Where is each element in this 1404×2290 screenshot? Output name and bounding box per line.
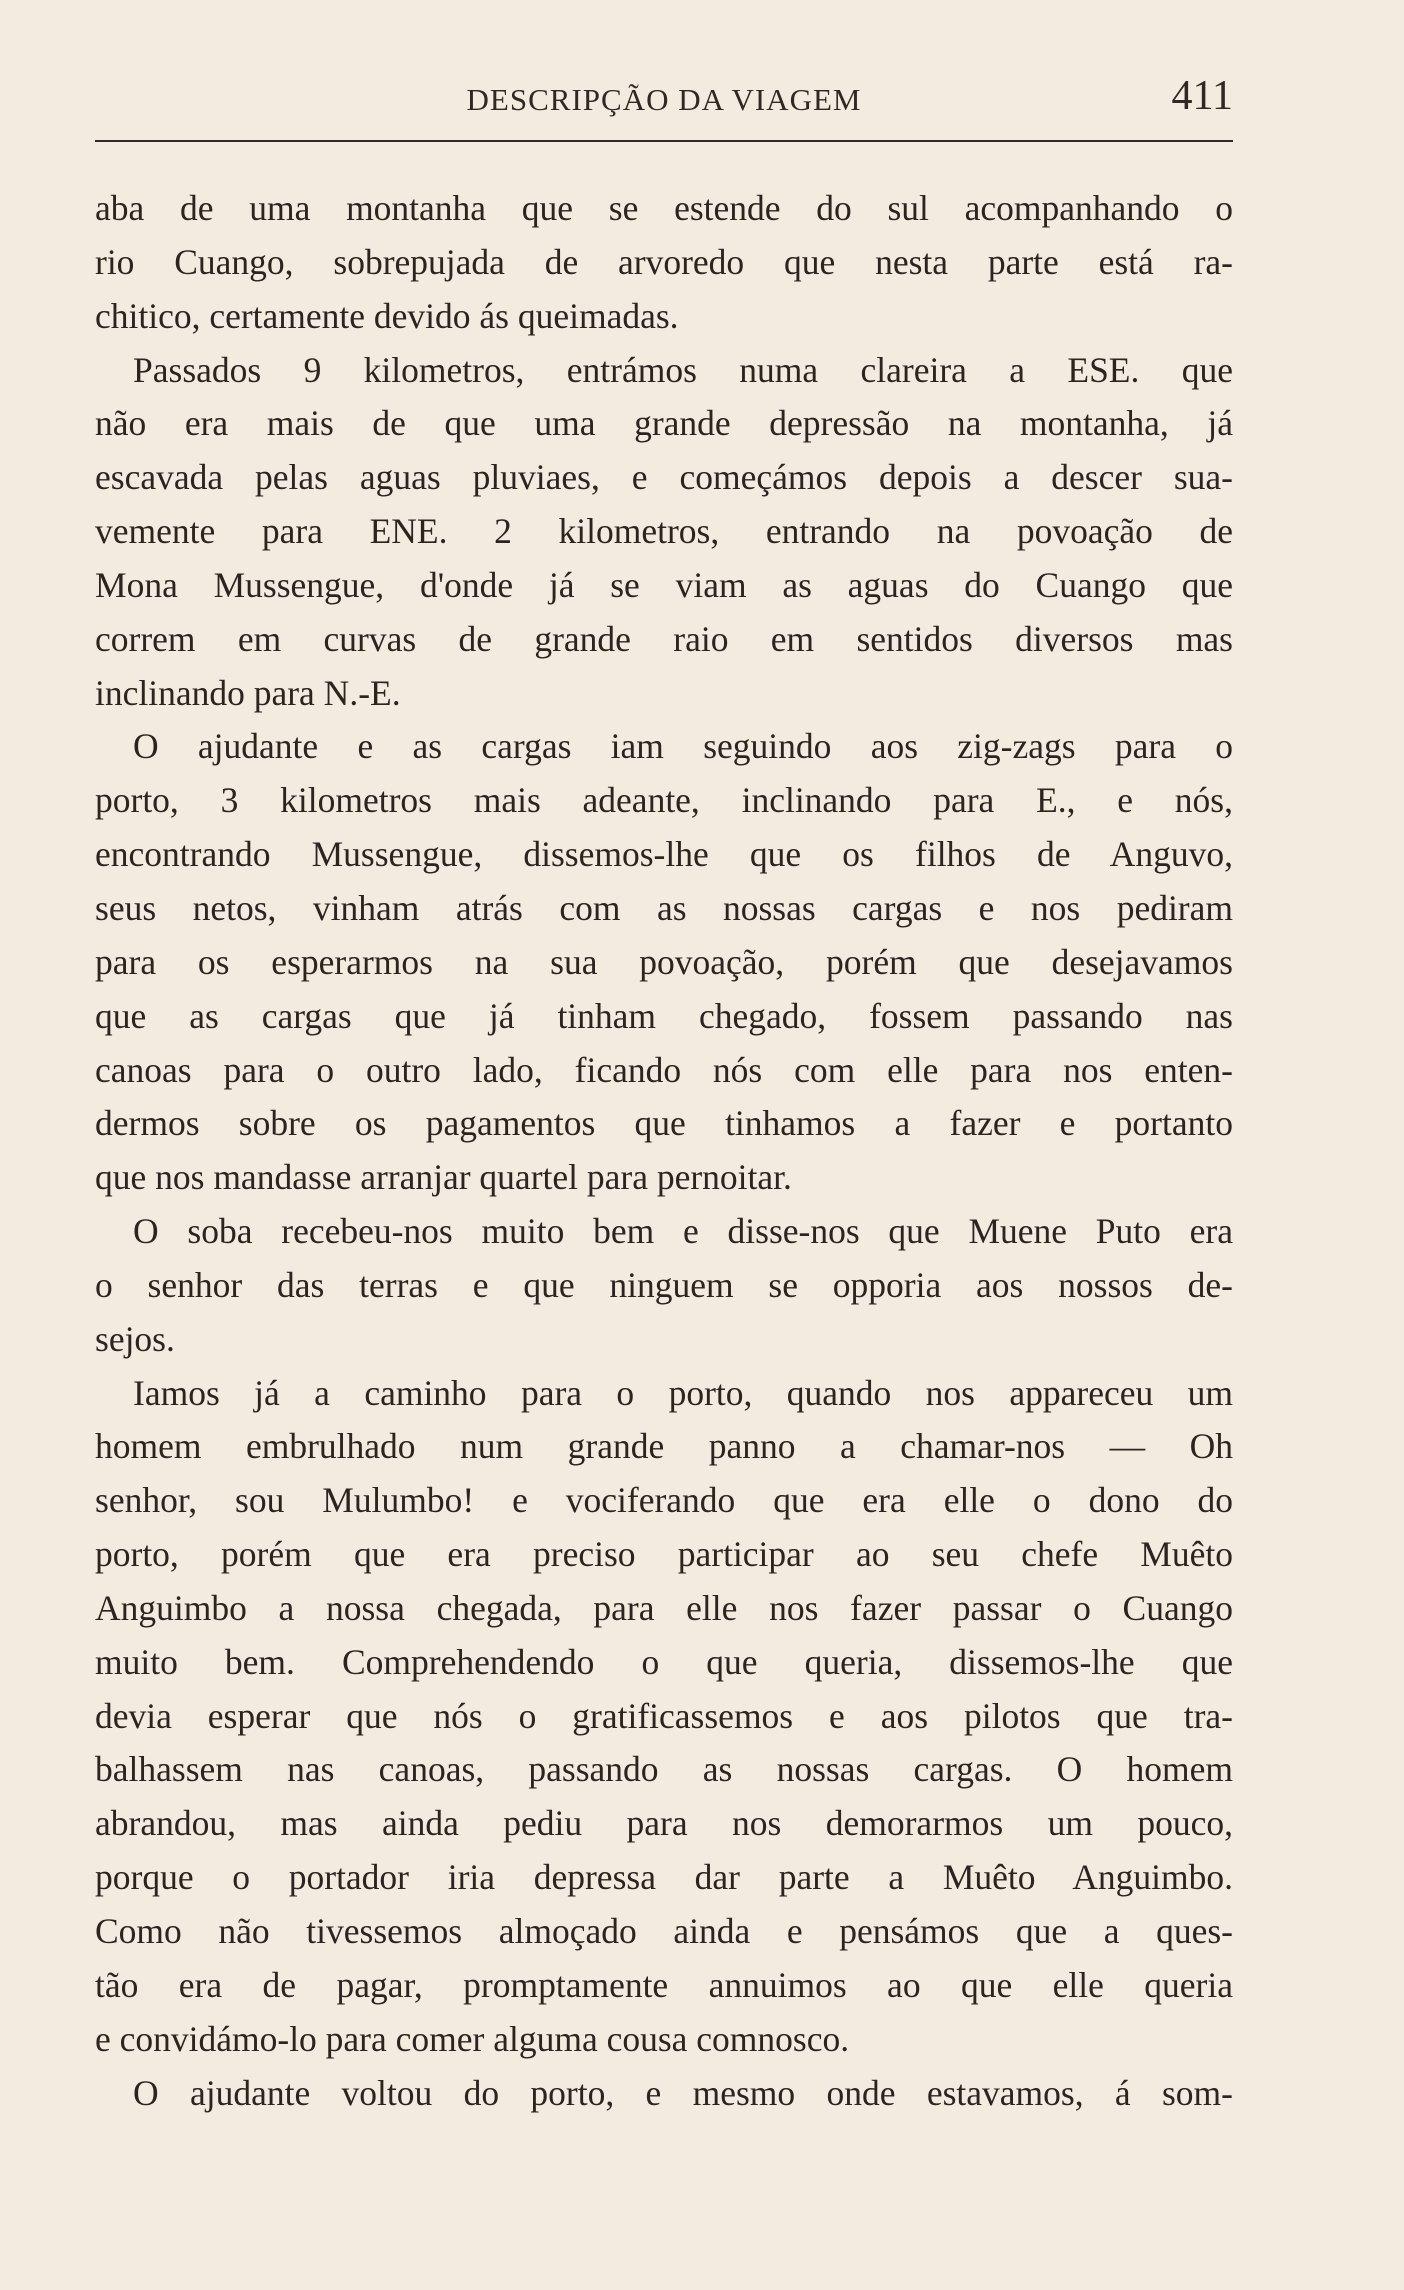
text-line: que nos mandasse arranjar quartel para pernoitar. <box>95 1157 792 1198</box>
page-number: 411 <box>1171 73 1233 119</box>
text-line: O soba recebeu-nos muito bem e disse-nos que Muene Puto era <box>133 1211 1233 1252</box>
text-line: encontrando Mussengue, dissemos-lhe que os filhos de Anguvo, <box>95 834 1233 875</box>
text-line: e convidámo-lo para comer alguma cousa comnosco. <box>95 2018 850 2059</box>
text-line: muito bem. Comprehendendo o que queria, dissemos-lhe que <box>95 1641 1233 1682</box>
text-line: não era mais de que uma grande depressão na montanha, já <box>95 403 1233 444</box>
text-line: Anguimbo a nossa chegada, para elle nos fazer passar o Cuango <box>95 1587 1233 1628</box>
text-line: o senhor das terras e que ninguem se opporia aos nossos de- <box>95 1264 1233 1305</box>
text-line: tão era de pagar, promptamente annuimos ao que elle queria <box>95 1964 1233 2005</box>
text-line: homem embrulhado num grande panno a chamar-nos — Oh <box>95 1426 1233 1467</box>
text-line: escavada pelas aguas pluviaes, e começámos depois a descer sua- <box>95 457 1233 498</box>
page-header <box>95 72 1233 124</box>
text-line: chitico, certamente devido ás queimadas. <box>95 295 679 336</box>
text-line: dermos sobre os pagamentos que tinhamos a fazer e portanto <box>95 1103 1233 1144</box>
text-line: correm em curvas de grande raio em sentidos diversos mas <box>95 618 1233 659</box>
text-line: Iamos já a caminho para o porto, quando nos appareceu um <box>133 1372 1233 1413</box>
text-line: seus netos, vinham atrás com as nossas cargas e nos pediram <box>95 887 1233 928</box>
text-line: O ajudante e as cargas iam seguindo aos zig-zags para o <box>133 726 1233 767</box>
text-line: abrandou, mas ainda pediu para nos demorarmos um pouco, <box>95 1803 1233 1844</box>
header-rule <box>95 140 1233 142</box>
text-line: balhassem nas canoas, passando as nossas cargas. O homem <box>95 1749 1233 1790</box>
text-line: O ajudante voltou do porto, e mesmo onde estavamos, á som- <box>133 2072 1233 2113</box>
text-line: rio Cuango, sobrepujada de arvoredo que nesta parte está ra- <box>95 241 1233 282</box>
text-line: canoas para o outro lado, ficando nós com elle para nos enten- <box>95 1049 1233 1090</box>
text-line: aba de uma montanha que se estende do sul acompanhando o <box>95 188 1233 228</box>
text-line: porto, 3 kilometros mais adeante, inclinando para E., e nós, <box>95 780 1233 821</box>
text-line: porque o portador iria depressa dar parte a Muêto Anguimbo. <box>95 1857 1233 1898</box>
text-line: sejos. <box>95 1318 175 1359</box>
text-line: que as cargas que já tinham chegado, fossem passando nas <box>95 995 1233 1036</box>
text-line: Mona Mussengue, d'onde já se viam as aguas do Cuango que <box>95 564 1233 605</box>
text-line: senhor, sou Mulumbo! e vociferando que era elle o dono do <box>95 1480 1233 1521</box>
running-title: DESCRIPÇÃO DA VIAGEM <box>466 82 862 117</box>
text-line: devia esperar que nós o gratificassemos e aos pilotos que tra- <box>95 1695 1233 1736</box>
text-line: inclinando para N.-E. <box>95 672 401 713</box>
body-text <box>95 182 1233 2120</box>
text-line: vemente para ENE. 2 kilometros, entrando na povoação de <box>95 511 1233 552</box>
text-line: para os esperarmos na sua povoação, porém que desejavamos <box>95 941 1233 982</box>
text-line: Passados 9 kilometros, entrámos numa clareira a ESE. que <box>133 349 1233 390</box>
text-line: Como não tivessemos almoçado ainda e pensámos que a ques- <box>95 1911 1233 1951</box>
text-line: porto, porém que era preciso participar ao seu chefe Muêto <box>95 1534 1233 1575</box>
